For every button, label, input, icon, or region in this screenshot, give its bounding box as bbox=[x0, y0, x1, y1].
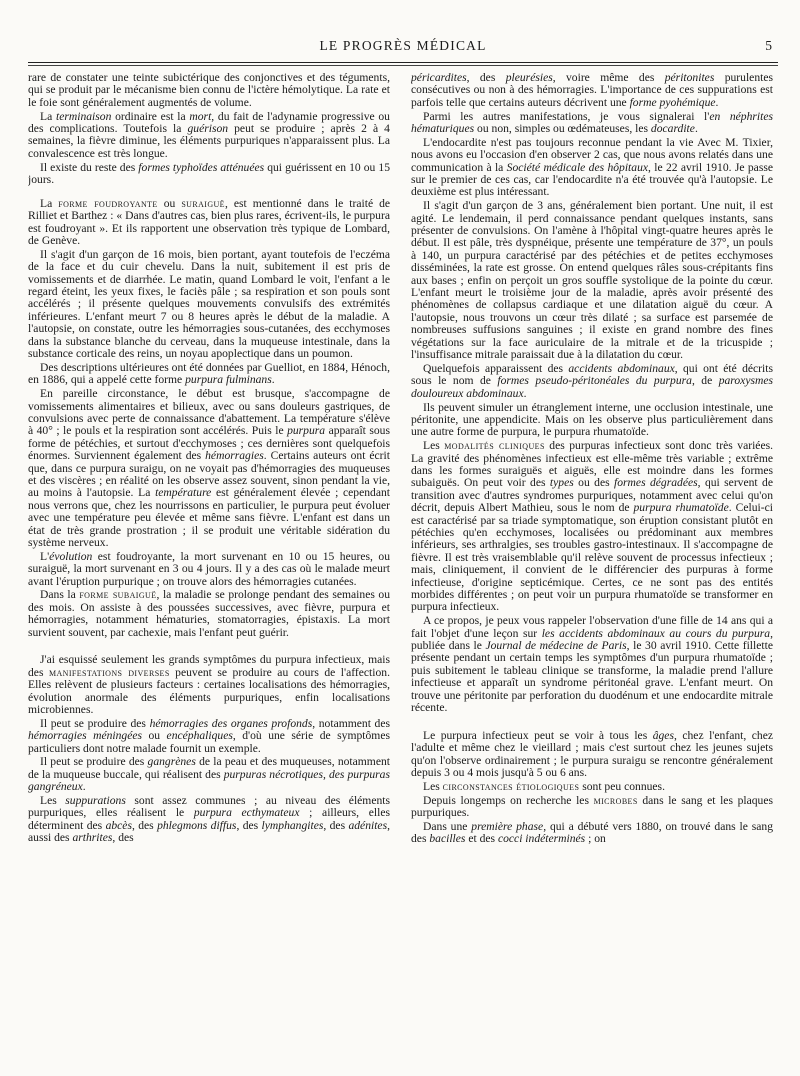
paragraph: L'endocardite n'est pas toujours reconnue pendant la vie Avec M. Tixier, nous avons eu l'occasion d'en observer 2 cas, que nous avons relatés dans une communication à la Société médicale des hôpitaux, le 22 avril 1910. Je passe sur le premier de ces cas, car l'endocardite n'a été trouvée qu'à l'autopsie. Le deuxième est plus intéressant. bbox=[411, 135, 773, 199]
paragraph: Ils peuvent simuler un étranglement interne, une occlusion intestinale, une péritonite, une appendicite. Mais on les observe plus particulièrement dans une autre forme de purpura, le purpura rhumatoïde. bbox=[411, 400, 773, 439]
paragraph: Depuis longemps on recherche les microbes dans le sang et les plaques purpuriques. bbox=[411, 793, 773, 820]
paragraph: J'ai esquissé seulement les grands symptômes du purpura infectieux, mais des manifestations diverses peuvent se produire au cours de l'affection. Elles relèvent de plusieurs facteurs : certaines localisations des hémorragies, évolution anormale des éléments purpuriques, enfin localisations microbiennes. bbox=[28, 653, 390, 717]
right-column bbox=[411, 72, 773, 1064]
paragraph: L'évolution est foudroyante, la mort survenant en 10 ou 15 heures, ou suraiguë, la mort survenant en 3 ou 4 jours. Il y a des cas où le malade meurt avant l'éruption purpurique ; on trouve alors des hémorragies cutanées. bbox=[28, 549, 390, 588]
left-column bbox=[28, 72, 390, 1064]
paragraph: Les suppurations sont assez communes ; au niveau des éléments purpuriques, elles réalisent le purpura ecthymateux ; ailleurs, elles déterminent des abcès, des phlegmons diffus, des lymphangites, des adénites, aussi des arthrites, des bbox=[28, 794, 390, 845]
paragraph: La forme foudroyante ou suraiguë, est mentionné dans le traité de Rilliet et Barthez : « Dans d'autres cas, bien plus rares, écrivent-ils, le purpura est foudroyant ». Et ils rapportent une observation très typique de Lombard, de Genève. bbox=[28, 196, 390, 248]
paragraph: Il s'agit d'un garçon de 3 ans, généralement bien portant. Une nuit, il est agité. Le lendemain, il perd connaissance pendant quelques instants, sans présenter de convulsions. On l'amène à l'hôpital vingt-quatre heures après le début. Il est pâle, très dyspnéique, présente une température de 37°, un pouls à 140, un purpura caractérisé par des pétéchies et de petites ecchymoses disséminées, la rate est grosse. On entend quelques râles sous-crépitants fins aux bases ; enfin on perçoit un gros souffle systolique de la pointe du cœur. L'enfant meurt le troisième jour de la maladie, après avoir présenté des phénomènes de collapsus cardiaque et une dilatation aiguë du cœur. A l'autopsie, nous trouvons un cœur très dilaté ; sa surface est parsemée de nombreuses suffusions sanguines ; il existe en grand nombre des fines végétations sur la face auriculaire de la mitrale et de la tricuspide ; l'insuffisance mitrale paraissait due à la dilatation du cœur. bbox=[411, 199, 773, 362]
paragraph: Il s'agit d'un garçon de 16 mois, bien portant, ayant toutefois de l'eczéma de la face et du cuir chevelu. Dans la nuit, subitement il est pris de vomissements et de diarrhée. Le matin, quand Lombard le voit, l'enfant a le regard éteint, les yeux fixes, le faciès pâle ; sa respiration et son pouls sont accélérés ; il présente quelques mouvements convulsifs des extrémités inférieures. L'enfant meurt 7 ou 8 heures après le début de la maladie. A l'autopsie, on constate, outre les hémorragies sous-cutanées, des ecchymoses dans la substance blanche du cerveau, dans la muqueuse intestinale, dans la substance corticale des reins, un noyau apoplectique dans un poumon. bbox=[28, 247, 390, 361]
paragraph: Il peut se produire des hémorragies des organes profonds, notamment des hémorragies méningées ou encéphaliques, d'où une série de symptômes particuliers dont notre malade fournit un exemple. bbox=[28, 716, 390, 755]
paragraph: péricardites, des pleurésies, voire même des péritonites purulentes consécutives ou non à des hémorragies. L'importance de ces suppurations est parfois telle que certains auteurs décrivent une forme pyohémique. bbox=[411, 72, 773, 109]
paragraph: Les modalités cliniques des purpuras infectieux sont donc très variées. La gravité des phénomènes infectieux est elle-même très variable ; extrême dans les formes suraiguës et aiguës, elle est moindre dans les formes subaiguës. On peut voir des types ou des formes dégradées, qui servent de transition avec d'autres syndromes purpuriques, notamment avec celui qu'on décrit, depuis Albert Mathieu, sous le nom de purpura rhumatoïde. Celui-ci est caractérisé par sa triade symptomatique, son éruption consistant plutôt en pétéchies qu'en ecchymoses, localisées ou prédominant aux membres inférieurs, ses arthralgies, ses troubles gastro-intestinaux. Il s'accompagne de fièvre. Il est très vraisemblable qu'il relève souvent de processus infectieux ; mais, cliniquement, il convient de le différencier des purpuras à forme infectieuse, d'origine septicémique. Certes, ce ne sont pas des entités morbides différentes ; on peut voir un purpura rhumatoïde se transformer en purpura infectieux. bbox=[411, 439, 773, 614]
paragraph-gap bbox=[28, 640, 390, 654]
paragraph: Il existe du reste des formes typhoïdes atténuées qui guérissent en 10 ou 15 jours. bbox=[28, 160, 390, 187]
paragraph: A ce propos, je peux vous rappeler l'observation d'une fille de 14 ans qui a fait l'objet d'une leçon sur les accidents abdominaux au cours du purpura, publiée dans le Journal de médecine de Paris, le 30 avril 1910. Cette fillette présente pendant un certain temps les symptômes d'un purpura rhumatoïde ; puis subitement le tableau clinique se transforme, la maladie prend l'allure infectieuse et apparaît un syndrome péritonéal grave. L'enfant meurt. On trouve une péritonite par perforation du duodénum et une endocardite mitrale récente. bbox=[411, 614, 773, 715]
paragraph: Dans la forme subaiguë, la maladie se prolonge pendant des semaines ou des mois. On assiste à des poussées successives, avec fièvre, purpura et hémorragies, notamment hématuries, stomatorragies, épistaxis. La mort survient souvent, par cachexie, mais l'enfant peut guérir. bbox=[28, 588, 390, 639]
paragraph: Les circonstances étiologiques sont peu connues. bbox=[423, 779, 665, 793]
running-title: LE PROGRÈS MÉDICAL bbox=[319, 38, 487, 53]
paragraph: Quelquefois apparaissent des accidents abdominaux, qui ont été décrits sous le nom de formes pseudo-péritonéales du purpura, de paroxysmes douloureux abdominaux. bbox=[411, 361, 773, 400]
paragraph-gap bbox=[411, 716, 773, 730]
paragraph: Le purpura infectieux peut se voir à tous les âges, chez l'enfant, chez l'adulte et même chez le vieillard ; mais c'est surtout chez les jeunes sujets qu'on l'observe ordinairement ; le purpura suraigu se rencontre généralement depuis 3 ou 4 mois jusqu'à 5 ou 6 ans. bbox=[411, 728, 773, 780]
page-header bbox=[28, 28, 778, 52]
page-number: 5 bbox=[765, 38, 772, 53]
paragraph: Parmi les autres manifestations, je vous signalerai l'en néphrites hématuriques ou non, simples ou œdémateuses, les docardite. bbox=[411, 109, 773, 136]
paragraph: Il peut se produire des gangrènes de la peau et des muqueuses, notamment de la muqueuse buccale, qui réalisent des purpuras nécrotiques, des purpuras gangréneux. bbox=[28, 755, 390, 794]
header-rule-thin bbox=[28, 65, 778, 66]
paragraph: rare de constater une teinte subictérique des conjonctives et des téguments, qui se produit par le mécanisme bien connu de l'ictère hémolytique. La rate et le foie sont généralement augmentés de volume. bbox=[28, 72, 390, 109]
header-rule bbox=[28, 62, 778, 63]
paragraph: Dans une première phase, qui a débuté vers 1880, on trouvé dans le sang des bacilles et des cocci indéterminés ; on bbox=[411, 819, 773, 846]
paragraph: En pareille circonstance, le début est brusque, s'accompagne de vomissements alimentaires et bilieux, avec ou sans douleurs gastriques, de convulsions avec perte de connaissance d'abattement. La température s'élève à 40° ; le pouls et la respiration sont accélérés. Puis le purpura apparaît sous forme de pétéchies, et surtout d'ecchymoses ; ces dernières sont quelquefois énormes. Surviennent également des hémorragies. Certains auteurs ont écrit que, dans ce purpura suraigu, on ne voyait pas d'hémorragies des muqueuses et des viscères ; en réalité on les observe assez souvent, sinon pendant la vie, au moins à l'autopsie. La température est généralement élevée ; cependant nous verrons que, chez les nourrissons en particulier, le purpura peut évoluer avec une température peu élevée et même sans fièvre. L'enfant est dans un état de très grande prostration ; il se produit une véritable sidération du système nerveux. bbox=[28, 387, 390, 549]
paragraph: La terminaison ordinaire est la mort, du fait de l'adynamie progressive ou des complications. Toutefois la guérison peut se produire ; après 2 à 4 semaines, la fièvre diminue, les éléments purpuriques n'apparaissent plus. La convalescence est très longue. bbox=[28, 109, 390, 160]
paragraph: Des descriptions ultérieures ont été données par Guelliot, en 1884, Hénoch, en 1886, qui a appelé cette forme purpura fulminans. bbox=[28, 360, 390, 387]
